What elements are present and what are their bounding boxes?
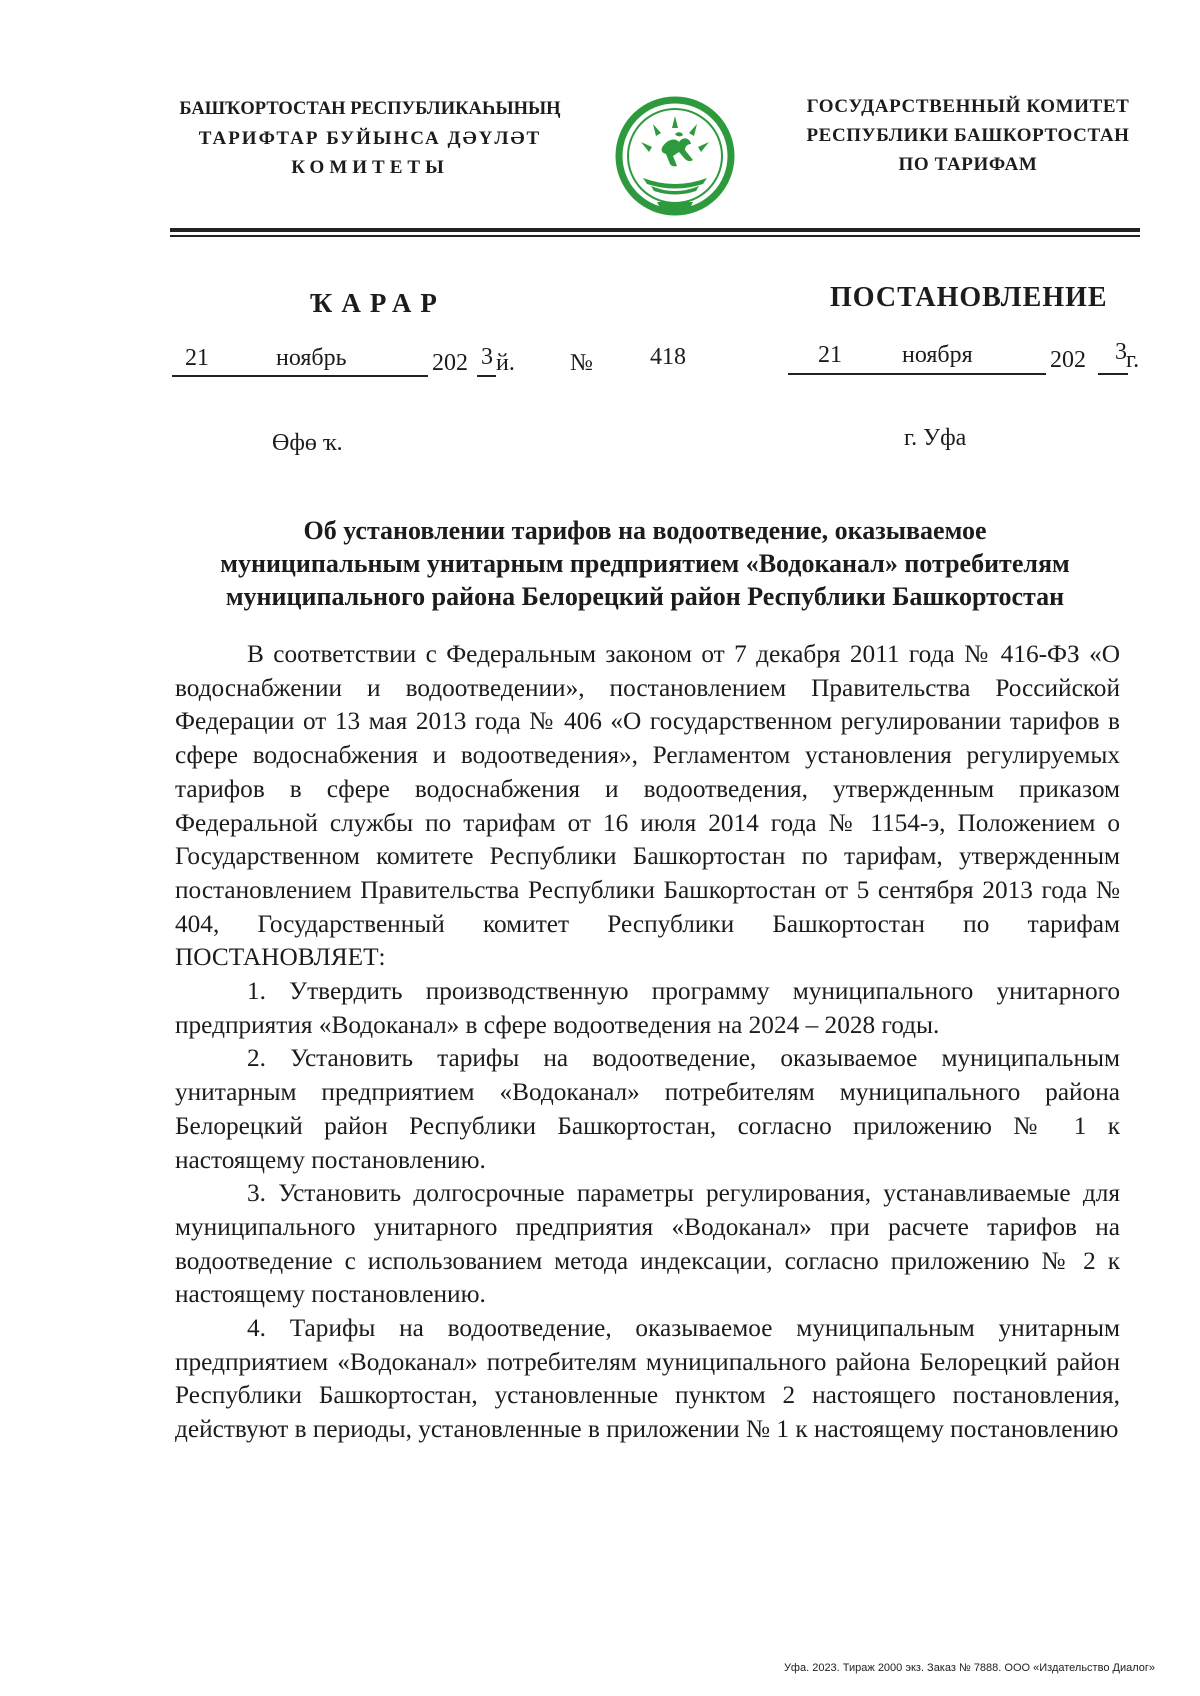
header-right-line-2: РЕСПУБЛИКИ БАШКОРТОСТАН xyxy=(806,125,1130,146)
clause-1-paragraph: 1. Утвердить производственную программу муниципального унитарного предприятия «Водоканал» в сфере водоотведения на 2024 – 2028 годы. xyxy=(175,977,1120,1039)
print-footer: Уфа. 2023. Тираж 2000 экз. Заказ № 7888. ООО «Издательство Диалог» xyxy=(783,1662,1155,1674)
document-body xyxy=(175,638,1120,1447)
date-left-year-suffix: 3 xyxy=(481,344,493,370)
title-line-3: муниципального района Белорецкий район Республики Башкортостан xyxy=(225,582,1065,611)
header-rule-thick xyxy=(170,228,1140,232)
header-left-bashkir xyxy=(160,95,580,182)
header-right-line-1: ГОСУДАРСТВЕННЫЙ КОМИТЕТ xyxy=(806,96,1130,117)
clause-3-paragraph: 3. Установить долгосрочные параметры регулирования, устанавливаемые для муниципального унитарного предприятия «Водоканал» при расчете тарифов на водоотведение с использованием метода индексации, согласно приложению № 2 к настоящему постановлению. xyxy=(175,1179,1120,1309)
date-left-month: ноябрь xyxy=(276,345,347,371)
number-sign: № xyxy=(570,350,593,376)
bashkortostan-emblem-icon xyxy=(613,94,738,222)
clause-4-paragraph: 4. Тарифы на водоотведение, оказываемое муниципальным унитарным предприятием «Водоканал» потребителям муниципального района Белорецкий район Республики Башкортостан, установленные пунктом 2 настоящего постановления, действуют в периоды, установленные в приложении № 1 к настоящему постановлению xyxy=(175,1314,1120,1444)
date-left-day: 21 xyxy=(185,345,209,371)
date-left-underline xyxy=(172,375,428,377)
preamble-paragraph: В соответствии с Федеральным законом от 7 декабря 2011 года № 416-ФЗ «О водоснабжении и водоотведении», постановлением Правительства Российской Федерации от 13 мая 2013 года № 406 «О государственном регулировании тарифов в сфере водоснабжения и водоотведения», Регламентом установления регулируемых тарифов в сфере водоснабжения и водоотведения, утвержденным приказом Федеральной службы по тарифам от 16 июля 2014 года № 1154-э, Положением о Государственном комитете Республики Башкортостан по тарифам, утвержденным постановлением Правительства Республики Башкортостан от 5 сентября 2013 года № 404, Государственный комитет Республики Башкортостан по тарифам ПОСТАНОВЛЯЕТ: xyxy=(175,640,1120,972)
date-right-underline xyxy=(788,373,1046,375)
header-right-line-3: ПО ТАРИФАМ xyxy=(898,154,1038,175)
date-left-year-underline xyxy=(477,375,496,377)
city-russian: г. Уфа xyxy=(904,425,967,451)
header-rule-thin xyxy=(170,235,1140,237)
date-left-year-unit: й. xyxy=(496,350,515,376)
header-left-line-1: БАШҠОРТОСТАН РЕСПУБЛИКАҺЫНЫҢ xyxy=(179,99,561,119)
document-title xyxy=(170,514,1120,613)
date-right-year-prefix: 202 xyxy=(1050,347,1086,373)
header-left-line-3: КОМИТЕТЫ xyxy=(291,157,449,178)
header-left-line-2: ТАРИФТАР БУЙЫНСА ДӘҮЛӘТ xyxy=(198,128,542,149)
date-right-day: 21 xyxy=(818,342,842,368)
city-bashkir: Өфө ҡ. xyxy=(272,430,343,456)
date-right-year-suffix: 3 xyxy=(1115,339,1127,365)
title-line-1: Об установлении тарифов на водоотведение, оказываемое xyxy=(303,516,987,545)
doc-type-russian: ПОСТАНОВЛЕНИЕ xyxy=(830,282,1108,313)
date-left-year-prefix: 202 xyxy=(432,350,468,376)
header-right-russian xyxy=(778,92,1158,179)
date-right-year-underline xyxy=(1098,373,1128,375)
doc-type-bashkir: ҠАРАР xyxy=(310,288,446,318)
date-right-month: ноября xyxy=(902,342,973,368)
number-value: 418 xyxy=(650,344,686,370)
clause-2-paragraph: 2. Установить тарифы на водоотведение, оказываемое муниципальным унитарным предприятием «Водоканал» потребителям муниципального района Белорецкий район Республики Башкортостан, согласно приложению № 1 к настоящему постановлению. xyxy=(175,1044,1120,1174)
date-right-year-unit: г. xyxy=(1126,347,1140,373)
title-line-2: муниципальным унитарным предприятием «Водоканал» потребителям xyxy=(220,549,1070,578)
